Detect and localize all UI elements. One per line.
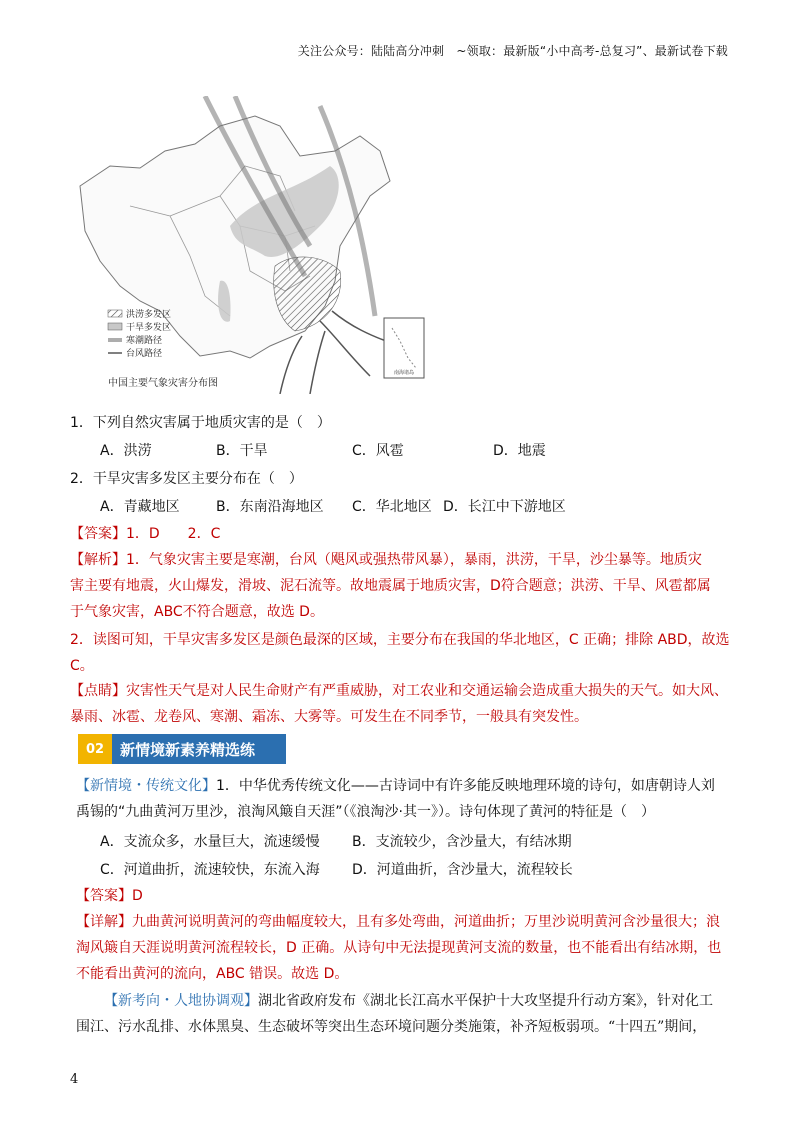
page-number: 4 (70, 1072, 79, 1087)
section-title: 新情境新素养精选练 (112, 734, 286, 764)
page-header: 关注公众号：陆陆高分冲刺 ~领取：最新版“小中高考-总复习”、最新试卷下载 (297, 44, 728, 58)
detail-line: 不能看出黄河的流向，ABC 错误。故选 D。 (76, 966, 349, 982)
question-2-option-b[interactable]: B．东南沿海地区 (216, 499, 324, 515)
answer-3: 【答案】D (76, 888, 143, 904)
china-map-drawing (70, 96, 430, 394)
disaster-map-figure (70, 96, 430, 394)
question-3-option-b[interactable]: B．支流较少，含沙量大，有结冰期 (352, 834, 572, 850)
question-3-option-d[interactable]: D．河道曲折，含沙量大，流程较长 (352, 862, 573, 878)
map-caption: 中国主要气象灾害分布图 (108, 378, 218, 389)
south-sea-inset (384, 318, 424, 378)
question-4-tag: 【新考向・人地协调观】 (104, 993, 258, 1009)
question-3-option-c[interactable]: C．河道曲折，流速较快，东流入海 (100, 862, 320, 878)
question-4-text: 湖北省政府发布《湖北长江高水平保护十大攻坚提升行动方案》，针对化工 (258, 993, 713, 1009)
tip-line: 暴雨、冰雹、龙卷风、寒潮、霜冻、大雾等。可发生在不同季节，一般具有突发性。 (70, 709, 588, 725)
detail-line: 【详解】九曲黄河说明黄河的弯曲幅度较大，且有多处弯曲，河道曲折；万里沙说明黄河含沙量很大；浪 (76, 914, 720, 930)
question-2-option-d[interactable]: D．长江中下游地区 (443, 499, 566, 515)
question-2-option-a[interactable]: A．青藏地区 (100, 499, 180, 515)
analysis-line: 【解析】1．气象灾害主要是寒潮，台风（飓风或强热带风暴），暴雨，洪涝，干旱，沙尘暴等。地质灾 (70, 552, 702, 568)
question-2-stem: 2．干旱灾害多发区主要分布在（ ） (70, 471, 303, 487)
answer-1: 【答案】1．D 2．C (70, 526, 221, 542)
detail-line: 淘风簸自天涯说明黄河流程较长，D 正确。从诗句中无法提现黄河支流的数量，也不能看出有结冰期，也 (76, 940, 722, 956)
question-4-line-2: 围江、污水乱排、水体黑臭、生态破坏等突出生态环境问题分类施策，补齐短板弱项。“十四五”期间， (76, 1019, 707, 1035)
question-1-option-b[interactable]: B．干旱 (216, 443, 268, 459)
svg-text:洪涝多发区: 洪涝多发区 (126, 310, 172, 320)
question-1-stem: 1．下列自然灾害属于地质灾害的是（ ） (70, 415, 331, 431)
question-1-option-d[interactable]: D．地震 (493, 443, 546, 459)
section-number: 02 (78, 734, 112, 764)
question-4-line (104, 991, 713, 1011)
analysis-line: 2．读图可知，干旱灾害多发区是颜色最深的区域，主要分布在我国的华北地区，C 正确；排除 ABD，故选 (70, 632, 730, 648)
svg-text:干旱多发区: 干旱多发区 (126, 323, 172, 333)
tip-line: 【点睛】灾害性天气是对人民生命财产有严重威胁，对工农业和交通运输会造成重大损失的天气。如大风、 (70, 683, 728, 699)
question-2-option-c[interactable]: C．华北地区 (352, 499, 432, 515)
svg-text:寒潮路径: 寒潮路径 (126, 336, 163, 346)
section-banner (78, 734, 286, 764)
question-3-text: 1．中华优秀传统文化——古诗词中有许多能反映地理环境的诗句，如唐朝诗人刘 (216, 778, 715, 794)
flood-zone (274, 257, 341, 331)
map-legend (108, 308, 171, 359)
question-3-line (76, 776, 715, 796)
analysis-line: 害主要有地震，火山爆发，滑坡、泥石流等。故地震属于地质灾害，D符合题意；洪涝、干旱、风雹都属 (70, 578, 711, 594)
question-3-option-a[interactable]: A．支流众多，水量巨大，流速缓慢 (100, 834, 320, 850)
question-1-option-a[interactable]: A．洪涝 (100, 443, 152, 459)
question-1-option-c[interactable]: C．风雹 (352, 443, 404, 459)
analysis-line: C。 (70, 658, 94, 674)
analysis-line: 于气象灾害，ABC不符合题意，故选 D。 (70, 604, 324, 620)
inset-label: 南海诸岛 (393, 370, 415, 376)
question-3-tag: 【新情境・传统文化】 (76, 778, 216, 794)
svg-text:台风路径: 台风路径 (126, 349, 163, 359)
question-3-line-2: 禹锡的“九曲黄河万里沙，浪淘风簸自天涯”（《浪淘沙·其一》）。诗句体现了黄河的特征是（ ） (76, 804, 655, 820)
